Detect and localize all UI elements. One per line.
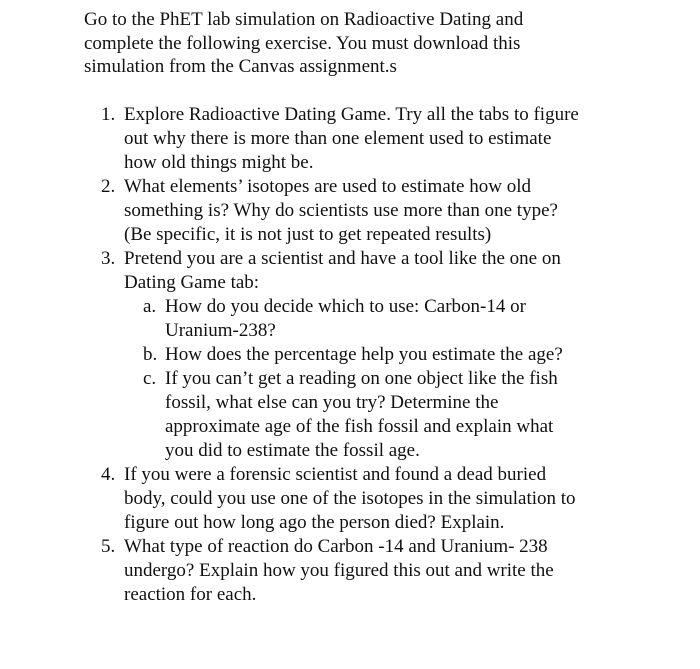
subquestion-line: Uranium-238? (165, 320, 276, 341)
question-number: 5. (101, 536, 116, 557)
question-item-4 (0, 463, 700, 535)
question-line: body, could you use one of the isotopes in the simulation to (124, 488, 576, 509)
question-item-5 (0, 535, 700, 607)
question-number: 1. (101, 104, 116, 125)
subquestion-c (0, 367, 700, 463)
subquestion-b (0, 343, 700, 367)
question-item-1 (0, 103, 700, 175)
question-line: (Be specific, it is not just to get repeated results) (124, 224, 492, 245)
subquestion-letter: b. (143, 344, 158, 365)
subquestion-line: How does the percentage help you estimate the age? (165, 344, 563, 365)
subquestion-letter: a. (143, 296, 157, 317)
subquestion-line: fossil, what else can you try? Determine the (165, 392, 499, 413)
question-line: If you were a forensic scientist and found a dead buried (124, 464, 547, 485)
question-item-3 (0, 247, 700, 463)
question-line: undergo? Explain how you figured this out and write the (124, 560, 554, 581)
intro-paragraph (84, 8, 684, 79)
subquestion-line: If you can’t get a reading on one object like the fish (165, 368, 558, 389)
intro-line: simulation from the Canvas assignment.s (84, 56, 397, 77)
question-line: Pretend you are a scientist and have a tool like the one on (124, 248, 561, 269)
question-line: something is? Why do scientists use more than one type? (124, 200, 558, 221)
question-line: Dating Game tab: (124, 272, 260, 293)
question-line: What type of reaction do Carbon -14 and Uranium- 238 (124, 536, 548, 557)
intro-line: Go to the PhET lab simulation on Radioactive Dating and (84, 9, 524, 30)
question-line: out why there is more than one element used to estimate (124, 128, 552, 149)
question-line: figure out how long ago the person died? Explain. (124, 512, 505, 533)
question-list (0, 103, 700, 607)
question-line: Explore Radioactive Dating Game. Try all the tabs to figure (124, 104, 579, 125)
question-number: 3. (101, 248, 116, 269)
subquestion-letter: c. (143, 368, 157, 389)
question-line: reaction for each. (124, 584, 257, 605)
question-number: 4. (101, 464, 116, 485)
subquestion-line: approximate age of the fish fossil and explain what (165, 416, 554, 437)
intro-line: complete the following exercise. You must download this (84, 32, 521, 54)
subquestion-line: you did to estimate the fossil age. (165, 440, 420, 461)
subquestion-line: How do you decide which to use: Carbon-14 or (165, 296, 526, 317)
question-item-2 (0, 175, 700, 247)
question-line: What elements’ isotopes are used to estimate how old (124, 176, 531, 197)
subquestion-a (0, 295, 700, 343)
question-number: 2. (101, 176, 116, 197)
question-line: how old things might be. (124, 152, 314, 173)
